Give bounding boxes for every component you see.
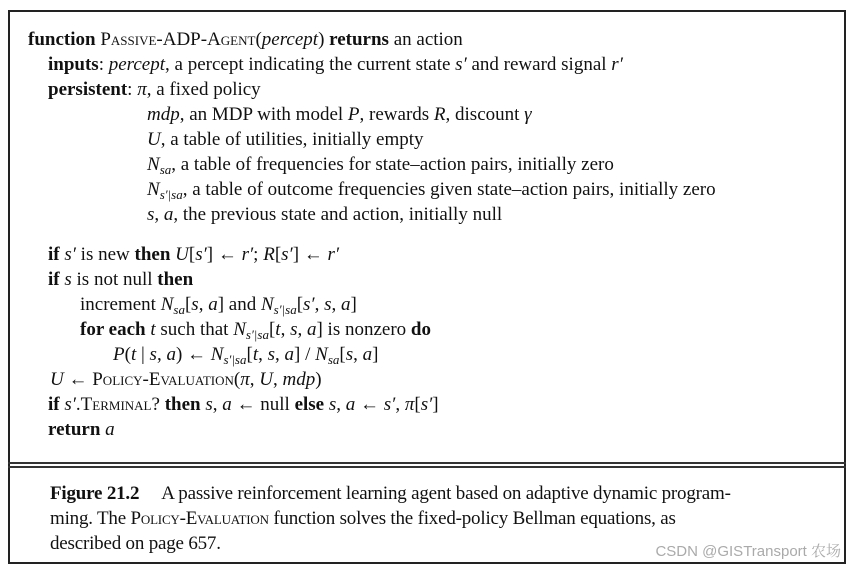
math-symbol: U [259, 369, 273, 390]
math-symbol: sa [327, 352, 340, 367]
math-symbol: R [263, 244, 275, 265]
text: [ [414, 394, 421, 415]
math-symbol: s [149, 344, 157, 365]
math-symbol: s′ [64, 244, 76, 265]
algorithm-line [48, 268, 193, 292]
text: : [127, 79, 138, 100]
text: and reward signal [466, 54, 612, 75]
caption-line-2 [50, 506, 820, 531]
text: ( [124, 344, 131, 365]
text: [ [184, 294, 192, 315]
text: , [280, 319, 291, 340]
math-symbol: a [306, 319, 317, 340]
text: , [336, 394, 346, 415]
math-symbol: s [64, 269, 72, 290]
math-symbol: s′ [303, 294, 315, 315]
figure-label: Figure 21.2 [50, 483, 140, 504]
math-symbol: a [163, 204, 174, 225]
algorithm-line [28, 28, 463, 52]
math-symbol: s′|sa [273, 302, 297, 317]
caption-text-2a: ming. The [50, 508, 131, 529]
math-symbol: N [160, 294, 174, 315]
text: [ [268, 319, 276, 340]
text: ] ← [292, 244, 328, 265]
text: , [156, 344, 167, 365]
algorithm-line [147, 128, 424, 152]
text: [ [274, 244, 282, 265]
math-symbol: s [324, 294, 332, 315]
text: , [198, 294, 209, 315]
math-symbol: a [166, 344, 176, 365]
text: an action [388, 29, 463, 50]
text: , [353, 344, 363, 365]
text: [ [188, 244, 196, 265]
algorithm-line [48, 393, 439, 417]
math-symbol: t [275, 319, 281, 340]
math-symbol: mdp [147, 104, 180, 125]
keyword: return [48, 419, 106, 440]
keyword: else [294, 394, 329, 415]
text: ← [355, 394, 384, 415]
text: , [275, 344, 285, 365]
math-symbol: percept [261, 29, 319, 50]
algorithm-line [48, 418, 115, 442]
math-symbol: s [147, 204, 155, 225]
text: , [249, 369, 260, 390]
caption-function-name: Policy-Evaluation [130, 508, 269, 529]
keyword: if [48, 269, 65, 290]
math-symbol: U [50, 369, 64, 390]
text: ? [151, 394, 165, 415]
math-symbol: s [328, 394, 337, 415]
text: is new [75, 244, 135, 265]
math-symbol: r′ [241, 244, 254, 265]
math-symbol: s [345, 344, 354, 365]
caption-text-2b: function solves the fixed-policy Bellman equations, as [268, 508, 676, 529]
keyword: then [164, 394, 206, 415]
math-symbol: a [362, 344, 373, 365]
watermark: CSDN @GISTransport 农场 [655, 543, 841, 560]
text: , [258, 344, 268, 365]
text: , [154, 204, 164, 225]
math-symbol: R [433, 104, 446, 125]
keyword: then [157, 269, 194, 290]
math-symbol: N [210, 344, 224, 365]
text: ) ← [175, 344, 211, 365]
text: , [272, 369, 283, 390]
math-symbol: a [345, 394, 356, 415]
caption-text-1: A passive reinforcement learning agent based on adaptive dynamic program- [161, 483, 731, 504]
math-symbol: P [347, 104, 360, 125]
text: , [331, 294, 341, 315]
text: , a table of outcome frequencies given state–action pairs, initially zero [182, 179, 716, 200]
text: ] [372, 344, 379, 365]
keyword: if [48, 244, 65, 265]
text: [ [246, 344, 253, 365]
caption-text-3: described on page 657. [50, 533, 221, 554]
math-symbol: s [205, 394, 213, 415]
math-symbol: r′ [327, 244, 340, 265]
math-symbol: s′|sa [159, 187, 183, 202]
math-symbol: N [147, 154, 160, 175]
keyword: returns [329, 29, 389, 50]
math-symbol: mdp [282, 369, 316, 390]
text: ← [63, 369, 93, 390]
math-symbol: t [130, 344, 137, 365]
text: increment [80, 294, 161, 315]
math-symbol: a [208, 294, 218, 315]
text: , a table of frequencies for state–action pairs, initially zero [171, 154, 614, 175]
math-symbol: U [147, 129, 161, 150]
algorithm-line [50, 368, 322, 392]
text: ] [350, 294, 357, 315]
math-symbol: s′ [64, 394, 76, 415]
text: | [136, 344, 150, 365]
text: , a table of utilities, initially empty [160, 129, 424, 150]
text: [ [296, 294, 304, 315]
function-name: Passive-ADP-Agent [100, 29, 256, 50]
math-symbol: s [290, 319, 298, 340]
math-symbol: s′ [455, 54, 467, 75]
math-symbol: a [284, 344, 295, 365]
math-symbol: sa [173, 302, 185, 317]
text: , a fixed policy [146, 79, 261, 100]
text: ; [253, 244, 264, 265]
keyword: if [48, 394, 65, 415]
text: ) [318, 29, 330, 50]
math-symbol: N [147, 179, 160, 200]
text: , [314, 294, 325, 315]
algorithm-line [48, 243, 339, 267]
text: ] / [294, 344, 316, 365]
math-symbol: a [105, 419, 115, 440]
math-symbol: s′|sa [223, 352, 247, 367]
math-symbol: percept [108, 54, 166, 75]
math-symbol: U [175, 244, 189, 265]
math-symbol: N [260, 294, 274, 315]
text: , the previous state and action, initially null [173, 204, 503, 225]
math-symbol: N [315, 344, 328, 365]
text: such that [155, 319, 234, 340]
math-symbol: r′ [611, 54, 623, 75]
math-symbol: P [113, 344, 125, 365]
text: , [297, 319, 307, 340]
keyword: function [28, 29, 101, 50]
math-symbol: s [267, 344, 276, 365]
text: ( [255, 29, 262, 50]
algorithm-line [48, 78, 261, 102]
keyword: inputs [48, 54, 99, 75]
math-symbol: γ [524, 104, 532, 125]
math-symbol: π [240, 369, 250, 390]
algorithm-line [147, 203, 502, 227]
math-symbol: a [341, 294, 351, 315]
keyword: then [134, 244, 176, 265]
text: is not null [71, 269, 158, 290]
text: , a percept indicating the current state [165, 54, 456, 75]
text: ] is nonzero [316, 319, 411, 340]
algorithm-line [147, 103, 532, 127]
text: , an MDP with model [179, 104, 348, 125]
function-name: Terminal [80, 394, 152, 415]
text: , [212, 394, 223, 415]
text: ] and [217, 294, 261, 315]
text: , [395, 394, 405, 415]
text: , discount [445, 104, 525, 125]
math-symbol: N [233, 319, 246, 340]
math-symbol: sa [159, 162, 172, 177]
math-symbol: s′ [195, 244, 207, 265]
caption-line-1 [50, 481, 820, 506]
keyword: do [410, 319, 431, 340]
math-symbol: s′ [420, 394, 433, 415]
math-symbol: s′|sa [245, 327, 269, 342]
keyword: for each [80, 319, 151, 340]
math-symbol: t [252, 344, 259, 365]
algorithm-line [48, 53, 623, 77]
text: . [75, 394, 81, 415]
math-symbol: s [191, 294, 199, 315]
math-symbol: a [222, 394, 232, 415]
text: ] [432, 394, 439, 415]
math-symbol: t [150, 319, 156, 340]
math-symbol: π [404, 394, 415, 415]
keyword: persistent [48, 79, 128, 100]
text: ) [315, 369, 322, 390]
math-symbol: s′ [281, 244, 293, 265]
text: ( [233, 369, 241, 390]
math-symbol: π [137, 79, 147, 100]
double-divider [8, 462, 846, 468]
text: : [98, 54, 109, 75]
function-name: Policy-Evaluation [92, 369, 234, 390]
text: ] ← [206, 244, 242, 265]
text: , rewards [359, 104, 434, 125]
math-symbol: s′ [383, 394, 396, 415]
text: ← null [231, 394, 295, 415]
text: [ [339, 344, 346, 365]
